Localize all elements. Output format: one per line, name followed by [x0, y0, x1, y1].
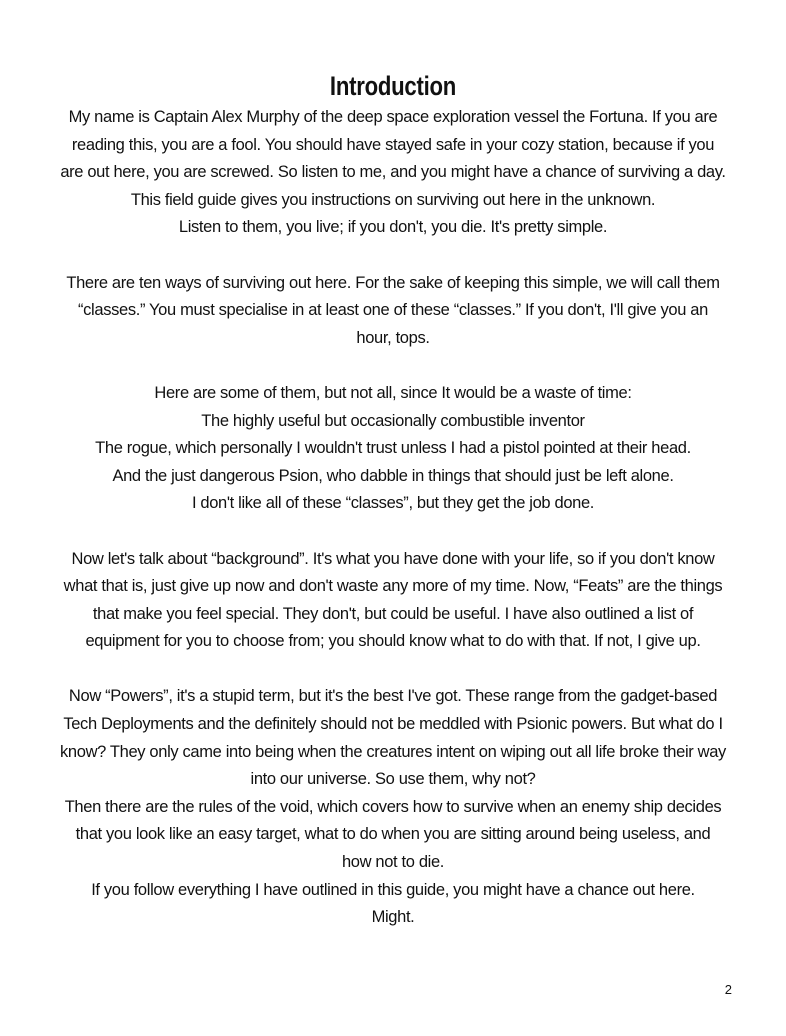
paragraph-line: There are ten ways of surviving out here. For the sake of keeping this simple, we will call them “classes.” You must specialise in at least one of these “classes.” If you don't, I'll give you an hour, tops.: [66, 273, 720, 347]
page-title: Introduction: [329, 71, 457, 101]
paragraph-line: Listen to them, you live; if you don't, you die. It's pretty simple.: [178, 218, 608, 237]
paragraph-line: Then there are the rules of the void, which covers how to survive when an enemy ship decides that you look like an easy target, what to do when you are sitting around being useless, and how not to die.: [64, 797, 722, 872]
page-content: [60, 68, 726, 932]
paragraph-spacer: [60, 352, 726, 380]
paragraph-line: My name is Captain Alex Murphy of the deep space exploration vessel the Fortuna. If you are reading this, you are a fool. You should have stayed safe in your cozy station, because if you are out here, you are screwed. So listen to me, and you might have a chance of surviving a day. This field guide gives you instructions on surviving out here in the unknown.: [60, 108, 726, 209]
paragraph-classes: [60, 270, 726, 353]
paragraph-spacer: [60, 518, 726, 546]
page-number: 2: [724, 982, 732, 997]
paragraph-line: Here are some of them, but not all, since It would be a waste of time:: [154, 383, 632, 402]
paragraph-spacer: [60, 656, 726, 684]
paragraph-background: [60, 546, 726, 656]
paragraph-line: The highly useful but occasionally combustible inventor: [201, 411, 585, 430]
paragraph-powers: [60, 683, 726, 931]
paragraph-line: I don't like all of these “classes”, but they get the job done.: [191, 494, 595, 513]
paragraph-intro: [60, 104, 726, 242]
paragraph-class-list: [60, 380, 726, 518]
paragraph-line: If you follow everything I have outlined in this guide, you might have a chance out here.: [91, 880, 695, 899]
paragraph-spacer: [60, 242, 726, 270]
paragraph-line: And the just dangerous Psion, who dabble in things that should just be left alone.: [112, 466, 674, 485]
paragraph-line: Now let's talk about “background”. It's what you have done with your life, so if you don't know what that is, just give up now and don't waste any more of my time. Now, “Feats” are the things that make you feel special. They don't, but could be useful. I have also outlined a list of equipment for you to choose from; you should know what to do with that. If not, I give up.: [63, 549, 723, 651]
paragraph-line: Now “Powers”, it's a stupid term, but it's the best I've got. These range from the gadget-based Tech Deployments and the definitely should not be meddled with Psionic powers. But what do I know? They only came into being when the creatures intent on wiping out all life broke their way into our universe. So use them, why not?: [60, 687, 726, 789]
paragraph-line: The rogue, which personally I wouldn't trust unless I had a pistol pointed at their head.: [95, 439, 691, 458]
paragraph-line: Might.: [371, 908, 415, 927]
